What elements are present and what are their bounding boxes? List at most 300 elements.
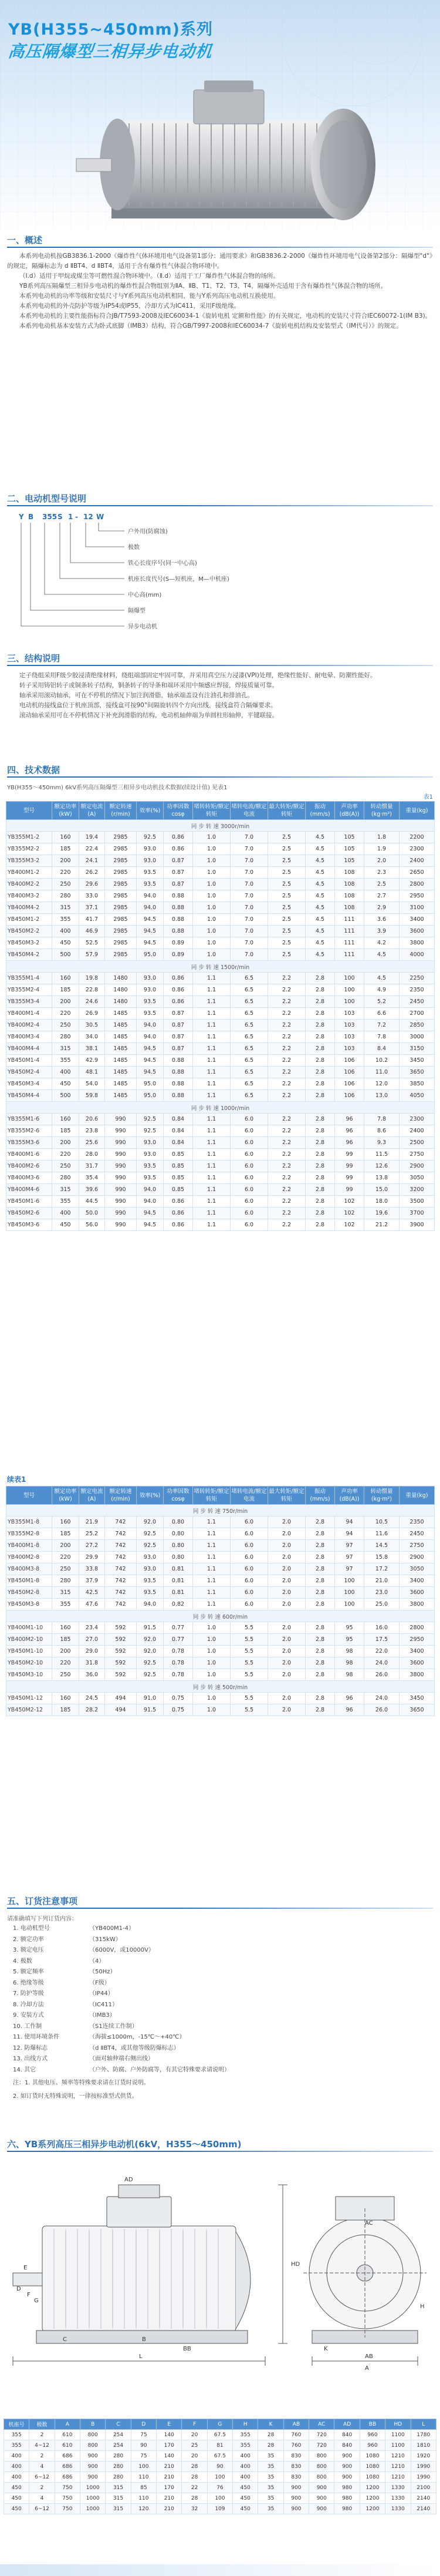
value-cell: 355 [4, 2430, 29, 2440]
value-cell: 96 [335, 1704, 364, 1716]
value-cell: 2.8 [306, 1575, 335, 1587]
value-cell: 0.87 [164, 879, 193, 890]
value-cell: 59.8 [79, 1090, 105, 1102]
value-cell: 111 [335, 926, 364, 937]
model-cell: YB450M4-4 [6, 1090, 52, 1102]
value-cell: 50.0 [79, 1208, 105, 1219]
value-cell: 2.8 [306, 1646, 335, 1657]
value-cell: 160 [52, 1516, 79, 1528]
value-cell: 830 [283, 2461, 309, 2472]
model-cell: YB450M3-2 [6, 937, 52, 949]
value-cell: 6~12 [29, 2472, 55, 2483]
value-cell: 2.8 [306, 1055, 335, 1067]
value-cell: 1.0 [193, 1693, 231, 1704]
value-cell: 1480 [105, 973, 137, 984]
value-cell: 108 [335, 879, 364, 890]
value-cell: 2.8 [306, 1067, 335, 1078]
value-cell: 1.1 [193, 1599, 231, 1610]
value-cell: 28 [182, 2461, 207, 2472]
value-cell: 2.2 [268, 1067, 306, 1078]
value-cell: 2.8 [306, 1125, 335, 1137]
sync-speed-row [6, 1505, 435, 1516]
sync-speed-row [6, 1102, 435, 1114]
value-cell: 100 [335, 1575, 364, 1587]
value-cell: 0.85 [164, 1161, 193, 1172]
value-cell: 220 [52, 1552, 79, 1563]
value-cell: 2.0 [268, 1563, 306, 1575]
order-item-value: （F级） [89, 1979, 110, 1986]
model-cell: YB400M3-4 [6, 1031, 52, 1043]
column-header: 额定功率(kW) [52, 802, 79, 820]
value-cell: 110 [131, 2493, 156, 2504]
value-cell: 7.0 [231, 937, 268, 949]
model-leader-line [86, 523, 124, 547]
value-cell: 494 [105, 1693, 137, 1704]
model-cell: YB450M3-8 [6, 1599, 52, 1610]
hero-banner [0, 0, 440, 229]
value-cell: 92.5 [137, 1125, 164, 1137]
value-cell: 400 [233, 2451, 258, 2461]
value-cell: 1100 [385, 2440, 411, 2451]
value-cell: 4050 [400, 1090, 435, 1102]
value-cell: 2.2 [268, 1161, 306, 1172]
value-cell: 900 [80, 2461, 106, 2472]
value-cell: 28 [258, 2440, 283, 2451]
value-cell: 52.5 [79, 937, 105, 949]
value-cell: 742 [105, 1587, 137, 1599]
value-cell: 1.1 [193, 1587, 231, 1599]
value-cell: 3500 [400, 1196, 435, 1208]
order-item [13, 2054, 424, 2065]
value-cell: 2900 [400, 1552, 435, 1563]
value-cell: 23.8 [79, 1125, 105, 1137]
table-row [6, 926, 435, 937]
value-cell: 6.0 [231, 1516, 268, 1528]
value-cell: 5.5 [231, 1622, 268, 1634]
value-cell: 35 [258, 2504, 283, 2514]
value-cell: 220 [52, 1657, 79, 1669]
model-leader-line [21, 523, 124, 626]
value-cell: 81 [207, 2440, 232, 2451]
model-code-diagram [7, 510, 433, 645]
value-cell: 2.9 [364, 902, 400, 914]
value-cell: 38.1 [79, 1043, 105, 1055]
value-cell: 1920 [411, 2451, 436, 2461]
value-cell: 3650 [400, 1704, 435, 1716]
value-cell: 7.0 [231, 902, 268, 914]
model-cell: YB355M1-4 [6, 973, 52, 984]
value-cell: 2350 [400, 1516, 435, 1528]
value-cell: 42.5 [79, 1587, 105, 1599]
value-cell: 2 [29, 2483, 55, 2493]
order-item [13, 1978, 424, 1989]
value-cell: 450 [4, 2493, 29, 2504]
value-cell: 19.8 [79, 973, 105, 984]
value-cell: 2.8 [306, 1587, 335, 1599]
value-cell: 1.1 [193, 1552, 231, 1563]
value-cell: 2200 [400, 832, 435, 843]
value-cell: 840 [334, 2440, 360, 2451]
value-cell: 5.2 [364, 996, 400, 1008]
value-cell: 8.6 [364, 1125, 400, 1137]
heading-order: 五、订货注意事项 [7, 1896, 78, 1906]
dimension-letter: A [365, 2365, 369, 2372]
value-cell: 800 [80, 2440, 106, 2451]
value-cell: 92.5 [137, 1669, 164, 1681]
value-cell: 3800 [400, 937, 435, 949]
value-cell: 1200 [360, 2504, 385, 2514]
model-cell: YB400M3-2 [6, 890, 52, 902]
value-cell: 1485 [105, 1067, 137, 1078]
value-cell: 2450 [400, 1528, 435, 1540]
value-cell: 0.84 [164, 1125, 193, 1137]
value-cell: 170 [157, 2483, 182, 2493]
value-cell: 990 [105, 1219, 137, 1231]
value-cell: 47.6 [79, 1599, 105, 1610]
value-cell: 592 [105, 1646, 137, 1657]
value-cell: 1.1 [193, 1055, 231, 1067]
value-cell: 3800 [400, 1669, 435, 1681]
value-cell: 2.0 [268, 1528, 306, 1540]
value-cell: 6.0 [231, 1219, 268, 1231]
value-cell: 6.5 [231, 1067, 268, 1078]
paragraph: 本系列电动机的主要性能指标符合JB/T7593-2008及IEC60034-1《旋转电机 定额和性能》的有关规定，电动机的安装尺寸符合IEC60072-1(IM B3)。 [19, 312, 432, 320]
value-cell: 0.88 [164, 1055, 193, 1067]
value-cell: 2.8 [306, 1031, 335, 1043]
value-cell: 54.0 [79, 1078, 105, 1090]
value-cell: 4.5 [306, 843, 335, 855]
value-cell: 33.8 [79, 1563, 105, 1575]
value-cell: 100 [335, 1599, 364, 1610]
value-cell: 111 [335, 937, 364, 949]
value-cell: 400 [233, 2461, 258, 2472]
value-cell: 35 [258, 2472, 283, 2483]
value-cell: 750 [55, 2493, 80, 2504]
value-cell: 111 [335, 949, 364, 961]
value-cell: 6.5 [231, 1055, 268, 1067]
value-cell: 2750 [400, 1540, 435, 1552]
model-cell: YB450M4-2 [6, 949, 52, 961]
column-header: 额定转速(r/min) [105, 1487, 137, 1505]
order-item-value: （S1连续工作制） [89, 2023, 138, 2030]
table-header-row [6, 1487, 435, 1505]
value-cell: 280 [106, 2451, 131, 2461]
column-header: 额定电流(A) [79, 802, 105, 820]
value-cell: 0.78 [164, 1669, 193, 1681]
sync-speed-label: 同 步 转 速 600r/min [6, 1610, 435, 1622]
value-cell: 2 [29, 2451, 55, 2461]
model-cell: YB355M2-2 [6, 843, 52, 855]
model-code-char: 355 [42, 513, 57, 521]
paragraph: 定子绕组采用F级少胶浸渍绝缘材料，绕组端部固定牢固可靠，并采用真空压力浸漆(VPI)处理，绝缘性能好、耐电晕、防潮性能好。 [19, 672, 377, 679]
model-code-char: 1 [68, 513, 73, 521]
table-row [6, 890, 435, 902]
table-row [6, 973, 435, 984]
value-cell: 315 [106, 2483, 131, 2493]
table-row [6, 1563, 435, 1575]
value-cell: 210 [157, 2472, 182, 2483]
value-cell: 2700 [400, 1008, 435, 1020]
value-cell: 1.1 [193, 1078, 231, 1090]
order-item-key: 7. 防护等级 [13, 1990, 44, 1997]
value-cell: 98 [335, 1669, 364, 1681]
order-item-key: 2. 额定功率 [13, 1936, 44, 1943]
value-cell: 2.2 [268, 1219, 306, 1231]
dimension-letter: G [34, 2298, 39, 2304]
value-cell: 1080 [360, 2472, 385, 2483]
overview-text [7, 251, 433, 331]
value-cell: 355 [52, 1055, 79, 1067]
value-cell: 31.8 [79, 1657, 105, 1669]
value-cell: 2.2 [268, 1043, 306, 1055]
value-cell: 160 [52, 1114, 79, 1125]
model-cell: YB450M1-12 [6, 1693, 52, 1704]
value-cell: 2.5 [268, 855, 306, 867]
order-item-value: （4） [89, 1958, 105, 1965]
column-header: 机座号 [4, 2419, 29, 2430]
value-cell: 11.5 [364, 1149, 400, 1161]
value-cell: 24.1 [79, 855, 105, 867]
value-cell: 94.0 [137, 1184, 164, 1196]
model-cell: YB355M2-8 [6, 1528, 52, 1540]
value-cell: 1.1 [193, 1125, 231, 1137]
value-cell: 400 [52, 1067, 79, 1078]
value-cell: 6.0 [231, 1599, 268, 1610]
value-cell: 2.2 [268, 1149, 306, 1161]
value-cell: 12.0 [364, 1078, 400, 1090]
value-cell: 1080 [360, 2461, 385, 2472]
value-cell: 2350 [400, 984, 435, 996]
value-cell: 1210 [385, 2451, 411, 2461]
value-cell: 2.2 [268, 973, 306, 984]
value-cell: 1485 [105, 1043, 137, 1055]
column-header: D [131, 2419, 156, 2430]
model-cell: YB355M3-6 [6, 1137, 52, 1149]
value-cell: 4.5 [306, 937, 335, 949]
value-cell: 1.1 [193, 1043, 231, 1055]
model-label: 极数 [128, 544, 140, 551]
value-cell: 95 [335, 1634, 364, 1646]
divider [7, 776, 433, 778]
value-cell: 1.1 [193, 1528, 231, 1540]
value-cell: 800 [309, 2472, 334, 2483]
table-row [6, 1172, 435, 1184]
value-cell: 5.5 [231, 1646, 268, 1657]
value-cell: 2.5 [364, 879, 400, 890]
value-cell: 2.0 [268, 1622, 306, 1634]
value-cell: 2.8 [306, 1020, 335, 1031]
value-cell: 400 [4, 2451, 29, 2461]
value-cell: 2.2 [268, 1078, 306, 1090]
value-cell: 95 [335, 1622, 364, 1634]
column-header: HD [385, 2419, 411, 2430]
value-cell: 1330 [385, 2483, 411, 2493]
value-cell: 35 [258, 2493, 283, 2504]
value-cell: 2.0 [268, 1575, 306, 1587]
value-cell: 100 [335, 973, 364, 984]
value-cell: 2.2 [268, 1208, 306, 1219]
value-cell: 92.5 [137, 1114, 164, 1125]
table-row [6, 984, 435, 996]
value-cell: 900 [309, 2504, 334, 2514]
value-cell: 1080 [360, 2451, 385, 2461]
value-cell: 103 [335, 1043, 364, 1055]
column-header: 转动惯量(kg·m²) [364, 1487, 400, 1505]
value-cell: 2800 [400, 1622, 435, 1634]
divider [7, 2151, 433, 2152]
value-cell: 1.1 [193, 996, 231, 1008]
value-cell: 185 [52, 1704, 79, 1716]
divider [7, 1908, 433, 1909]
column-header: 额定转速(r/min) [105, 802, 137, 820]
value-cell: 91.5 [137, 1704, 164, 1716]
value-cell: 30.5 [79, 1020, 105, 1031]
value-cell: 2.8 [306, 1196, 335, 1208]
value-cell: 4.5 [306, 902, 335, 914]
order-item-key: 5. 额定频率 [13, 1969, 44, 1975]
value-cell: 900 [283, 2493, 309, 2504]
value-cell: 93.5 [137, 1172, 164, 1184]
order-item [13, 2032, 424, 2043]
value-cell: 93.5 [137, 1008, 164, 1020]
value-cell: 750 [55, 2504, 80, 2514]
paragraph: 本系列电动机基本安装方式为卧式底脚（IMB3）结构，符合GB/T997-2008和IEC60034-7《旋转电机结构及安装型式（IM代号）》的规定。 [19, 322, 402, 329]
value-cell: 2850 [400, 1020, 435, 1031]
sync-speed-label: 同 步 转 速 1500r/min [6, 961, 435, 973]
value-cell: 7.0 [231, 867, 268, 879]
paragraph: 本系列电动机按GB3836.1-2000《爆炸性气体环境用电气设备第1部分：通用要求》和GB3836.2-2000《爆炸性环境用电气设备第2部分：隔爆型"d"》的规定，隔爆标志为 d ⅡBT4、d ⅡBT4，适用于含有爆炸性气体混合物环境中。 [7, 253, 433, 270]
value-cell: 2.5 [268, 890, 306, 902]
dimension-letter: L [139, 2353, 143, 2360]
column-header: 堵转转矩/额定转矩 [193, 1487, 231, 1505]
value-cell: 1.1 [193, 1137, 231, 1149]
table-row [6, 949, 435, 961]
value-cell: 103 [335, 1020, 364, 1031]
column-header: 额定功率(kW) [52, 1487, 79, 1505]
value-cell: 3100 [400, 902, 435, 914]
dimension-letter: F [27, 2292, 31, 2298]
value-cell: 990 [105, 1172, 137, 1184]
value-cell: 1485 [105, 1078, 137, 1090]
value-cell: 20 [182, 2451, 207, 2461]
value-cell: 4 [29, 2493, 55, 2504]
value-cell: 94 [335, 1528, 364, 1540]
value-cell: 0.80 [164, 1516, 193, 1528]
value-cell: 2800 [400, 879, 435, 890]
value-cell: 6.0 [231, 1587, 268, 1599]
value-cell: 4.5 [306, 926, 335, 937]
column-header: AD [334, 2419, 360, 2430]
value-cell: 26.2 [79, 867, 105, 879]
column-header: 效率(%) [137, 1487, 164, 1505]
value-cell: 2.2 [268, 1172, 306, 1184]
value-cell: 1000 [80, 2483, 106, 2493]
column-header: 极数 [29, 2419, 55, 2430]
value-cell: 95.0 [137, 1090, 164, 1102]
value-cell: 0.86 [164, 973, 193, 984]
column-header: 效率(%) [137, 802, 164, 820]
value-cell: 93.0 [137, 1563, 164, 1575]
value-cell: 742 [105, 1563, 137, 1575]
value-cell: 97 [335, 1540, 364, 1552]
value-cell: 25.6 [79, 1137, 105, 1149]
value-cell: 200 [52, 1137, 79, 1149]
value-cell: 900 [309, 2483, 334, 2493]
value-cell: 2950 [400, 1634, 435, 1646]
value-cell: 29.0 [79, 1646, 105, 1657]
value-cell: 1.0 [193, 1622, 231, 1634]
value-cell: 105 [335, 832, 364, 843]
value-cell: 1.1 [193, 1149, 231, 1161]
order-item [13, 2000, 424, 2011]
model-cell: YB400M2-6 [6, 1161, 52, 1172]
value-cell: 185 [52, 843, 79, 855]
value-cell: 0.87 [164, 1020, 193, 1031]
value-cell: 1.1 [193, 1172, 231, 1184]
value-cell: 742 [105, 1516, 137, 1528]
value-cell: 13.0 [364, 1090, 400, 1102]
value-cell: 102 [335, 1219, 364, 1231]
value-cell: 1485 [105, 1090, 137, 1102]
model-label: 隔爆型 [128, 608, 145, 614]
value-cell: 830 [283, 2472, 309, 2483]
column-header: B [80, 2419, 106, 2430]
value-cell: 280 [52, 1172, 79, 1184]
value-cell: 355 [233, 2430, 258, 2440]
value-cell: 1210 [385, 2472, 411, 2483]
value-cell: 92.5 [137, 1657, 164, 1669]
value-cell: 900 [334, 2451, 360, 2461]
value-cell: 6.5 [231, 984, 268, 996]
value-cell: 990 [105, 1196, 137, 1208]
value-cell: 2985 [105, 926, 137, 937]
table-row [6, 1043, 435, 1055]
sync-speed-label: 同 步 转 速 3000r/min [6, 820, 435, 832]
value-cell: 250 [52, 1563, 79, 1575]
paragraph: 电动机的接线盒位于机座顶部，接线盒可按90°间隔旋转四个方向出线，接线盒符合隔爆要求。 [19, 702, 277, 709]
tech-table-1 [6, 801, 435, 1231]
model-cell: YB450M2-6 [6, 1208, 52, 1219]
value-cell: 960 [360, 2430, 385, 2440]
value-cell: 1.0 [193, 937, 231, 949]
order-item-value: （d ⅡBT4，或其他等级防爆标志） [89, 2044, 180, 2052]
value-cell: 94.0 [137, 1196, 164, 1208]
order-item-key: 1. 电动机型号 [13, 1925, 50, 1932]
column-header: G [207, 2419, 232, 2430]
value-cell: 1.1 [193, 1020, 231, 1031]
footer-band [0, 2564, 440, 2576]
order-list [13, 1923, 424, 2102]
value-cell: 830 [283, 2451, 309, 2461]
value-cell: 6.5 [231, 1031, 268, 1043]
model-cell: YB400M2-8 [6, 1552, 52, 1563]
value-cell: 1.0 [193, 1657, 231, 1669]
value-cell: 102 [335, 1208, 364, 1219]
value-cell: 160 [52, 832, 79, 843]
value-cell: 6.0 [231, 1114, 268, 1125]
value-cell: 1.1 [193, 1090, 231, 1102]
value-cell: 900 [80, 2451, 106, 2461]
value-cell: 980 [334, 2493, 360, 2504]
value-cell: 7.0 [231, 832, 268, 843]
value-cell: 900 [334, 2472, 360, 2483]
value-cell: 3400 [400, 1575, 435, 1587]
value-cell: 450 [233, 2504, 258, 2514]
sync-speed-row [6, 820, 435, 832]
value-cell: 44.5 [79, 1196, 105, 1208]
value-cell: 35 [258, 2483, 283, 2493]
value-cell: 2985 [105, 855, 137, 867]
